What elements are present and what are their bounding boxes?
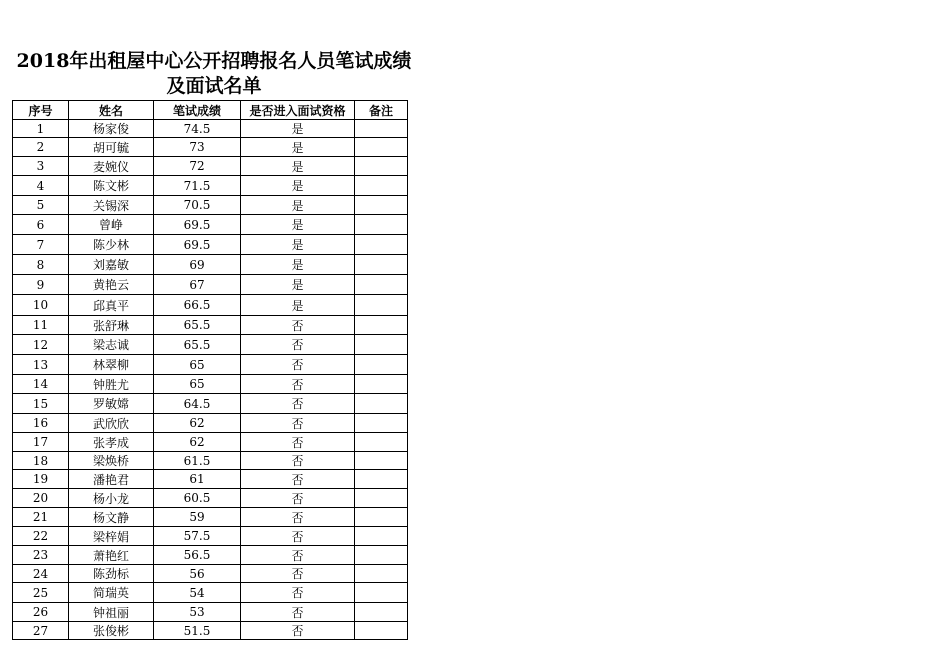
results-table [12,100,408,640]
cell-score: 57.5 [154,527,241,546]
cell-remarks [355,255,408,275]
cell-interview: 是 [241,120,355,138]
cell-interview: 是 [241,215,355,235]
cell-name: 梁梓娟 [69,527,154,546]
column-header-interview: 是否进入面试资格 [241,101,355,120]
cell-interview: 否 [241,622,355,640]
cell-score: 65.5 [154,316,241,335]
cell-name: 张舒琳 [69,316,154,335]
cell-remarks [355,295,408,316]
cell-name: 胡可毓 [69,138,154,157]
cell-index: 20 [13,489,69,508]
column-header-remarks: 备注 [355,101,408,120]
table-row [13,295,408,316]
cell-name: 杨小龙 [69,489,154,508]
cell-score: 61.5 [154,452,241,470]
cell-name: 罗敏嫦 [69,394,154,414]
cell-score: 69.5 [154,235,241,255]
cell-index: 19 [13,470,69,489]
cell-remarks [355,546,408,565]
cell-score: 69 [154,255,241,275]
cell-remarks [355,527,408,546]
cell-score: 56.5 [154,546,241,565]
page-title: 2018年出租屋中心公开招聘报名人员笔试成绩及面试名单 [16,50,412,97]
cell-score: 67 [154,275,241,295]
cell-remarks [355,414,408,433]
cell-interview: 否 [241,394,355,414]
cell-remarks [355,433,408,452]
cell-index: 15 [13,394,69,414]
cell-score: 66.5 [154,295,241,316]
table-row [13,275,408,295]
cell-score: 51.5 [154,622,241,640]
cell-score: 61 [154,470,241,489]
table-row [13,546,408,565]
cell-name: 梁焕桥 [69,452,154,470]
column-header-name: 姓名 [69,101,154,120]
cell-remarks [355,583,408,603]
cell-interview: 否 [241,433,355,452]
table-row [13,335,408,355]
cell-name: 黄艳云 [69,275,154,295]
cell-index: 8 [13,255,69,275]
cell-interview: 否 [241,414,355,433]
cell-name: 萧艳红 [69,546,154,565]
table-row [13,508,408,527]
cell-interview: 否 [241,583,355,603]
cell-name: 梁志诚 [69,335,154,355]
cell-index: 18 [13,452,69,470]
cell-name: 陈劲标 [69,565,154,583]
table-row [13,355,408,375]
cell-name: 麦婉仪 [69,157,154,176]
cell-remarks [355,470,408,489]
cell-interview: 否 [241,603,355,622]
cell-name: 陈少林 [69,235,154,255]
cell-interview: 是 [241,176,355,196]
cell-name: 武欣欣 [69,414,154,433]
table-row [13,120,408,138]
cell-interview: 是 [241,255,355,275]
cell-name: 钟胜尤 [69,375,154,394]
cell-remarks [355,489,408,508]
cell-name: 简瑞英 [69,583,154,603]
cell-score: 59 [154,508,241,527]
cell-index: 25 [13,583,69,603]
table-row [13,527,408,546]
cell-index: 16 [13,414,69,433]
cell-index: 12 [13,335,69,355]
table-row [13,603,408,622]
cell-interview: 否 [241,508,355,527]
table-row [13,235,408,255]
cell-index: 7 [13,235,69,255]
cell-remarks [355,565,408,583]
cell-remarks [355,275,408,295]
cell-remarks [355,316,408,335]
cell-index: 22 [13,527,69,546]
column-header-score: 笔试成绩 [154,101,241,120]
table-row [13,255,408,275]
cell-interview: 否 [241,565,355,583]
cell-interview: 否 [241,470,355,489]
column-header-index: 序号 [13,101,69,120]
table-row [13,375,408,394]
cell-interview: 否 [241,489,355,508]
cell-score: 62 [154,414,241,433]
cell-score: 60.5 [154,489,241,508]
cell-name: 张俊彬 [69,622,154,640]
cell-score: 70.5 [154,196,241,215]
cell-remarks [355,508,408,527]
cell-score: 74.5 [154,120,241,138]
cell-score: 65 [154,375,241,394]
cell-name: 陈文彬 [69,176,154,196]
cell-score: 65 [154,355,241,375]
cell-name: 曾峥 [69,215,154,235]
table-row [13,215,408,235]
cell-name: 刘嘉敏 [69,255,154,275]
cell-index: 9 [13,275,69,295]
cell-index: 23 [13,546,69,565]
cell-name: 潘艳君 [69,470,154,489]
table-row [13,565,408,583]
cell-interview: 是 [241,275,355,295]
cell-index: 6 [13,215,69,235]
cell-interview: 否 [241,546,355,565]
cell-interview: 否 [241,527,355,546]
cell-score: 73 [154,138,241,157]
cell-score: 72 [154,157,241,176]
table-row [13,489,408,508]
cell-interview: 否 [241,452,355,470]
cell-name: 张孝成 [69,433,154,452]
cell-index: 14 [13,375,69,394]
cell-remarks [355,235,408,255]
table-row [13,316,408,335]
table-row [13,196,408,215]
cell-index: 26 [13,603,69,622]
cell-remarks [355,196,408,215]
table-row [13,433,408,452]
cell-index: 13 [13,355,69,375]
cell-index: 24 [13,565,69,583]
cell-score: 54 [154,583,241,603]
cell-index: 5 [13,196,69,215]
table-row [13,622,408,640]
cell-name: 钟祖丽 [69,603,154,622]
table-row [13,452,408,470]
cell-interview: 是 [241,157,355,176]
cell-remarks [355,138,408,157]
cell-remarks [355,603,408,622]
cell-remarks [355,335,408,355]
cell-index: 10 [13,295,69,316]
cell-index: 2 [13,138,69,157]
table-row [13,583,408,603]
cell-name: 关锡深 [69,196,154,215]
cell-name: 杨文静 [69,508,154,527]
cell-index: 4 [13,176,69,196]
cell-score: 71.5 [154,176,241,196]
cell-remarks [355,215,408,235]
header-row [13,101,408,120]
table-row [13,176,408,196]
cell-score: 65.5 [154,335,241,355]
cell-remarks [355,394,408,414]
cell-interview: 否 [241,335,355,355]
cell-score: 56 [154,565,241,583]
cell-index: 3 [13,157,69,176]
cell-score: 64.5 [154,394,241,414]
cell-name: 邱真平 [69,295,154,316]
table-row [13,157,408,176]
cell-index: 17 [13,433,69,452]
table-row [13,470,408,489]
table-body [13,120,408,640]
cell-remarks [355,452,408,470]
table-row [13,414,408,433]
cell-index: 21 [13,508,69,527]
cell-remarks [355,622,408,640]
cell-score: 53 [154,603,241,622]
cell-interview: 是 [241,196,355,215]
cell-remarks [355,355,408,375]
cell-remarks [355,157,408,176]
table-row [13,394,408,414]
cell-index: 1 [13,120,69,138]
cell-score: 62 [154,433,241,452]
cell-remarks [355,176,408,196]
cell-remarks [355,120,408,138]
cell-name: 杨家俊 [69,120,154,138]
cell-interview: 是 [241,295,355,316]
cell-interview: 否 [241,375,355,394]
cell-interview: 是 [241,235,355,255]
cell-score: 69.5 [154,215,241,235]
cell-remarks [355,375,408,394]
cell-index: 11 [13,316,69,335]
table-row [13,138,408,157]
cell-interview: 否 [241,355,355,375]
cell-interview: 是 [241,138,355,157]
cell-index: 27 [13,622,69,640]
cell-name: 林翠柳 [69,355,154,375]
cell-interview: 否 [241,316,355,335]
